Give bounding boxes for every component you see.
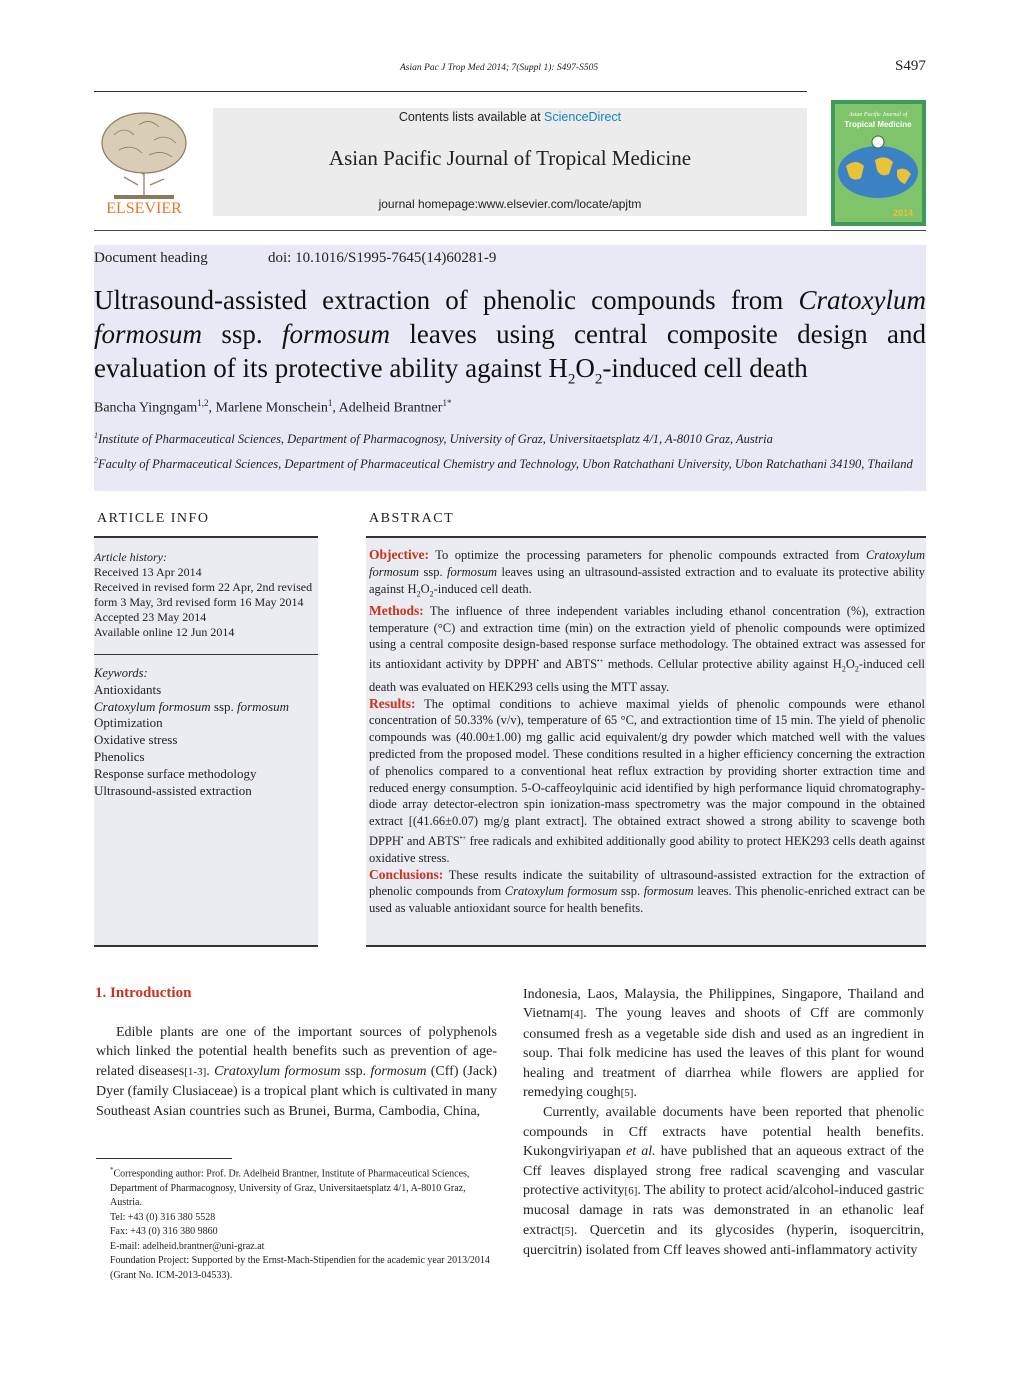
keyword: Optimization	[94, 715, 163, 731]
author-list: Bancha Yingngam$^{1,2}$, Marlene Monschein$^1$, Adelheid Brantner$^{1*}$	[94, 398, 452, 416]
funding-note: Foundation Project: Supported by the Ernst-Mach-Stipendien for the academic year 2013/2014 (Grant No. ICM-2013-04533).	[110, 1255, 490, 1281]
article-info-rule-top	[94, 536, 318, 538]
fax: Fax: +43 (0) 316 380 9860	[110, 1226, 218, 1238]
article-title: Ultrasound-assisted extraction of phenolic compounds from Cratoxylum formosum ssp. formosum leaves using central composite design and evaluation of its protective ability against $H_2O_2$-induced cell death	[94, 285, 927, 388]
svg-text:2014: 2014	[892, 208, 914, 218]
abstract-rule-bottom	[366, 945, 926, 947]
header-rule	[94, 91, 807, 92]
history-revised: Received in revised form 22 Apr, 2nd revised form 3 May, 3rd revised form 16 May 2014	[94, 580, 313, 609]
doi: doi: 10.1016/S1995-7645(14)60281-9	[268, 250, 497, 266]
abstract-conclusions: Conclusions: These results indicate the suitability of ultrasound-assisted extraction for the extraction of phenolic compounds from Cratoxylum formosum ssp. formosum leaves. This phenolic-enriched extract can be used as valuable antioxidant source for health benefits.	[369, 866, 925, 916]
abstract-results: Results: The optimal conditions to achieve maximal yields of phenolic compounds were ethanol concentration of 50.33% (v/v), temperature of 65 °C, and extractiontion time of 15 min. The yield of phenolic compounds was (40.00±1.00) mg gallic acid equivalent/g dry powder which matched well with the values predicted from the proposed model. These conditions resulted in a higher efficiency concerning the extraction of phenolics compared to a conventional heat reflux extraction by providing shorter extraction time and reduced energy consumption. 5-O-caffeoylquinic acid identified by high performance liquid chromatography-diode array detector-electron spin ionization-mass spectrometry was the major compound in the obtained extract [(41.66±0.07) mg/g plant extract]. The obtained extract showed a strong ability to scavenge both DPPH• and ABTS•+ free radicals and exhibited additionally good ability to protect HEK293 cells death against oxidative stress.	[369, 695, 925, 865]
keyword: Cratoxylum formosum ssp. formosum	[94, 698, 290, 714]
citation[interactable]: [5]	[620, 1087, 634, 1100]
article-info-heading: ARTICLE INFO	[97, 511, 210, 526]
footnote-rule	[96, 1158, 232, 1159]
citation[interactable]: [5]	[561, 1224, 574, 1237]
abstract-rule-top	[366, 536, 926, 538]
elsevier-logo	[94, 105, 194, 217]
keyword: Response surface methodology	[94, 765, 257, 781]
article-info-rule-bottom	[94, 945, 318, 947]
intro-paragraph-1-continued: Indonesia, Laos, Malaysia, the Philippines, Singapore, Thailand and Vietnam[4]. The young leaves and shoots of Cff are commonly consumed fresh as a vegetable side dish and used as an ingredient in soup. Thai folk medicine has used the leaves of this plant for wound healing and treatment of diarrhea while flowers are applied for remedying cough[5].	[523, 987, 924, 1101]
article-info-rule-mid	[94, 654, 318, 655]
page-number: S497	[895, 58, 926, 74]
journal-homepage[interactable]: journal homepage:www.elsevier.com/locate/apjtm	[378, 197, 642, 211]
intro-paragraph-2: Currently, available documents have been reported that phenolic compounds in Cff extracts have potential health benefits. Kukongviriyapan et al. have published that an aqueous extract of the Cff leaves displayed strong free radical scavenging and vascular protective activity[6]. The ability to protect acid/alcohol-induced gastric mucosal damage in rats was demonstrated in an ethanolic leaf extract[5]. Quercetin and its glycosides (hyperin, isoquercitrin, quercitrin) isolated from Cff leaves showed anti-inflammatory activity	[523, 1105, 925, 1259]
svg-text:ELSEVIER: ELSEVIER	[106, 200, 182, 217]
contents-line	[213, 110, 807, 124]
svg-text:Tropical Medicine: Tropical Medicine	[844, 120, 912, 129]
history-received: Received 13 Apr 2014	[94, 565, 202, 579]
affiliation-2: $^2$Faculty of Pharmaceutical Sciences, Department of Pharmaceutical Chemistry and Technology, Ubon Ratchathani University, Ubon Ratchathani 34190, Thailand	[94, 456, 913, 472]
abstract-heading: ABSTRACT	[369, 511, 455, 526]
email[interactable]: E-mail: adelheid.brantner@uni-graz.at	[110, 1240, 265, 1252]
running-head: Asian Pac J Trop Med 2014; 7(Suppl 1): S497-S505	[400, 63, 599, 73]
keyword: Oxidative stress	[94, 732, 178, 748]
header-bottom-rule	[94, 230, 926, 231]
citation[interactable]: [6]	[624, 1185, 638, 1198]
affiliation-1: $^1$Institute of Pharmaceutical Sciences, Department of Pharmacognosy, University of Graz, Universitaetsplatz 4/1, A-8010 Graz, Austria	[94, 431, 773, 447]
document-heading: Document heading	[94, 250, 208, 266]
history-online: Available online 12 Jun 2014	[94, 625, 235, 639]
footnotes	[96, 1163, 497, 1283]
telephone: Tel: +43 (0) 316 380 5528	[110, 1211, 216, 1223]
keyword: Ultrasound-assisted extraction	[94, 782, 252, 798]
section-heading: 1. Introduction	[95, 985, 192, 1001]
abstract-methods: Methods: The influence of three independent variables including ethanol concentration (%), extraction temperature (°C) and extraction time (min) on the extraction yield of phenolic compounds were optimized using a central composite design-based response surface methodology. The obtained extract was assessed for its antioxidant activity by DPPH• and ABTS•+ methods. Cellular protective ability against $H_2O_2$-induced cell death was evaluated on HEK293 cells using the MTT assay.	[369, 602, 926, 694]
keywords	[94, 665, 318, 799]
history-accepted: Accepted 23 May 2014	[94, 610, 207, 624]
abstract-objective: Objective: To optimize the processing parameters for phenolic compounds extracted from Cratoxylum formosum ssp. formosum leaves using an ultrasound-assisted extraction and to evaluate its protective ability against $H_2O_2$-induced cell death.	[369, 547, 925, 599]
article-history	[94, 550, 318, 640]
keywords-label: Keywords:	[94, 666, 148, 680]
intro-column-2	[523, 985, 924, 1261]
citation[interactable]: [1-3]	[184, 1065, 207, 1078]
abstract-text	[369, 547, 925, 917]
intro-paragraph-1: Edible plants are one of the important sources of polyphenols which linked the potential health benefits such as prevention of age-related diseases[1-3]. Cratoxylum formosum ssp. formosum (Cff) (Jack) Dyer (family Clusiaceae) is a tropical plant which is cultivated in many Southeast Asian countries such as Brunei, Burma, Cambodia, China,	[96, 1025, 497, 1119]
svg-text:Asian Pacific Journal of: Asian Pacific Journal of	[848, 112, 908, 118]
citation[interactable]: [4]	[570, 1008, 584, 1021]
contents-prefix: Contents lists available at	[398, 110, 545, 124]
sciencedirect-link[interactable]: ScienceDirect	[544, 110, 622, 124]
history-label: Article history:	[94, 550, 167, 564]
journal-cover	[831, 100, 926, 226]
keyword: Phenolics	[94, 748, 145, 764]
corresponding-author: *Corresponding author: Prof. Dr. Adelheid Brantner, Institute of Pharmaceutical Sciences, Department of Pharmacognosy, University of Graz, Universitaetsplatz 4/1, A-8010 Graz, Austria.	[110, 1166, 470, 1209]
keyword: Antioxidants	[94, 681, 162, 697]
journal-name: Asian Pacific Journal of Tropical Medicine	[328, 146, 692, 170]
